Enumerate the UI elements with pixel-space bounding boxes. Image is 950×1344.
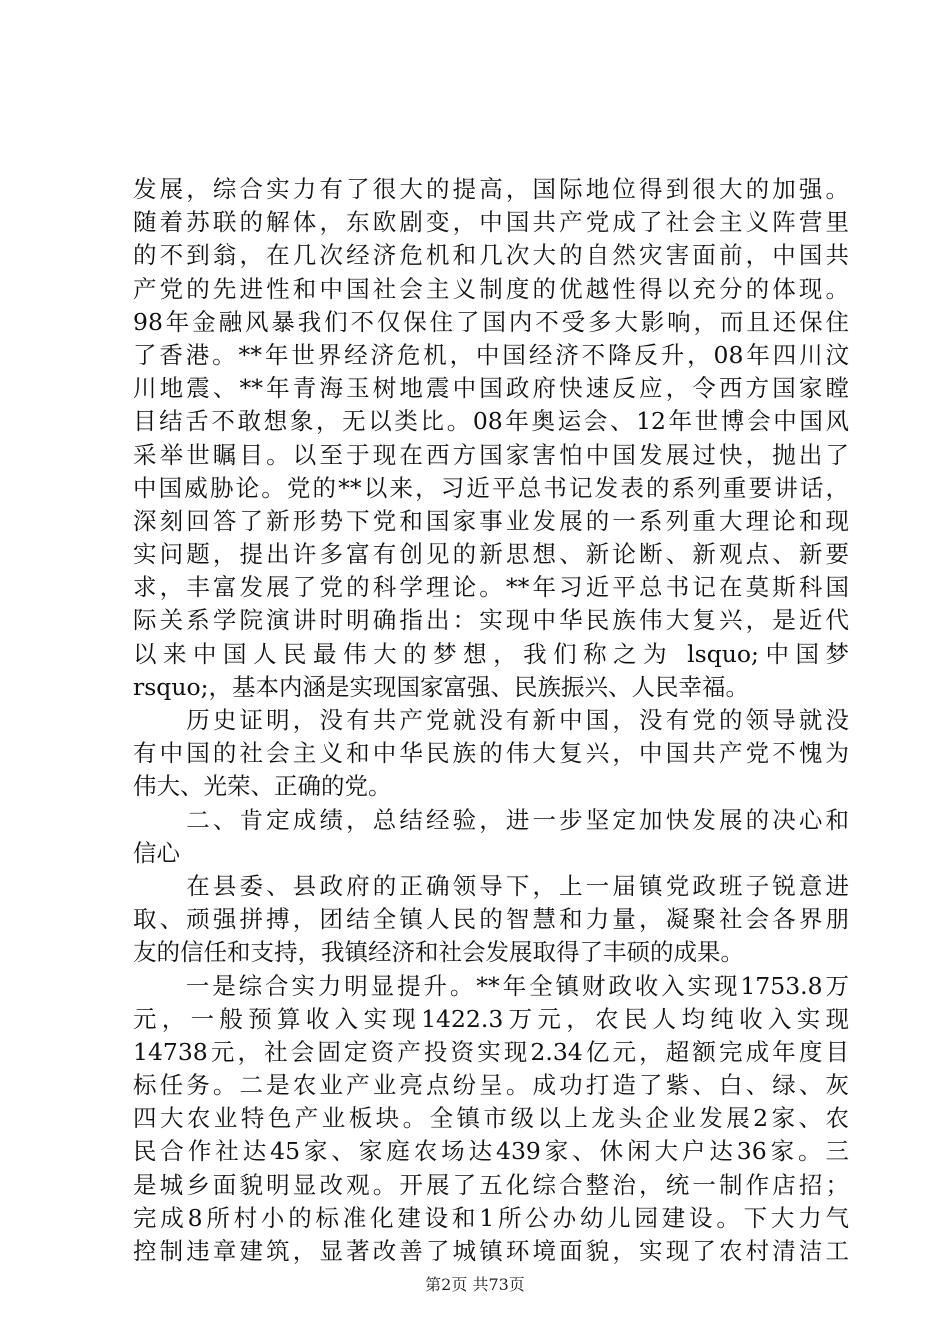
- text-line: 取、顽强拼搏，团结全镇人民的智慧和力量，凝聚社会各界朋: [133, 905, 849, 934]
- text-line: 了香港。**年世界经济危机，中国经济不降反升，08年四川汶: [133, 340, 849, 369]
- text-line: 控制违章建筑，显著改善了城镇环境面貌，实现了农村清洁工: [133, 1237, 849, 1265]
- text-line: 一是综合实力明显提升。**年全镇财政收入实现1753.8万: [133, 971, 849, 1000]
- text-line: 标任务。二是农业产业亮点纷呈。成功打造了紫、白、绿、灰: [133, 1071, 849, 1100]
- text-line: 伟大、光荣、正确的党。: [133, 772, 392, 801]
- text-line: 完成8所村小的标准化建设和1所公办幼儿园建设。下大力气: [133, 1203, 849, 1232]
- text-line: 有中国的社会主义和中华民族的伟大复兴，中国共产党不愧为: [133, 739, 849, 768]
- text-line: 实问题，提出许多富有创见的新思想、新论断、新观点、新要: [133, 540, 849, 569]
- body-text: [133, 173, 849, 1268]
- text-line: 采举世瞩目。以至于现在西方国家害怕中国发展过快，抛出了: [133, 440, 849, 469]
- text-line: 信心: [133, 838, 180, 867]
- text-line: 的不到翁，在几次经济危机和几次大的自然灾害面前，中国共: [133, 241, 849, 270]
- page-footer: 第2页 共73页: [425, 1275, 525, 1294]
- text-line: 元，一般预算收入实现1422.3万元，农民人均纯收入实现: [133, 1004, 849, 1033]
- text-line: 中国威胁论。党的**以来，习近平总书记发表的系列重要讲话，: [133, 473, 849, 502]
- text-line: 目结舌不敢想象，无以类比。08年奥运会、12年世博会中国风: [133, 407, 849, 436]
- text-line: 历史证明，没有共产党就没有新中国，没有党的领导就没: [133, 706, 849, 734]
- text-line: 际关系学院演讲时明确指出：实现中华民族伟大复兴，是近代: [133, 606, 849, 635]
- text-line: rsquo;，基本内涵是实现国家富强、民族振兴、人民幸福。: [133, 672, 750, 701]
- text-line: 98年金融风暴我们不仅保住了国内不受多大影响，而且还保住: [133, 307, 849, 336]
- text-line: 二、肯定成绩，总结经验，进一步坚定加快发展的决心和: [133, 805, 849, 834]
- text-line: 四大农业特色产业板块。全镇市级以上龙头企业发展2家、农: [133, 1104, 849, 1133]
- text-line: 友的信任和支持，我镇经济和社会发展取得了丰硕的成果。: [133, 938, 744, 967]
- text-line: 民合作社达45家、家庭农场达439家、休闲大户达36家。三: [133, 1137, 849, 1166]
- text-line: 是城乡面貌明显改观。开展了五化综合整治，统一制作店招；: [133, 1170, 849, 1199]
- text-line: 产党的先进性和中国社会主义制度的优越性得以充分的体现。: [133, 274, 849, 303]
- text-line: 川地震、**年青海玉树地震中国政府快速反应，令西方国家瞠: [133, 374, 849, 403]
- text-line: 发展，综合实力有了很大的提高，国际地位得到很大的加强。: [133, 175, 849, 203]
- text-line: 深刻回答了新形势下党和国家事业发展的一系列重大理论和现: [133, 506, 849, 535]
- text-line: 在县委、县政府的正确领导下，上一届镇党政班子锐意进: [133, 871, 849, 900]
- text-line: 随着苏联的解体，东欧剧变，中国共产党成了社会主义阵营里: [133, 208, 849, 237]
- text-line: 14738元，社会固定资产投资实现2.34亿元，超额完成年度目: [133, 1037, 849, 1066]
- text-line: 求，丰富发展了党的科学理论。**年习近平总书记在莫斯科国: [133, 573, 849, 602]
- text-line: 以来中国人民最伟大的梦想，我们称之为 lsquo;中国梦: [133, 639, 849, 668]
